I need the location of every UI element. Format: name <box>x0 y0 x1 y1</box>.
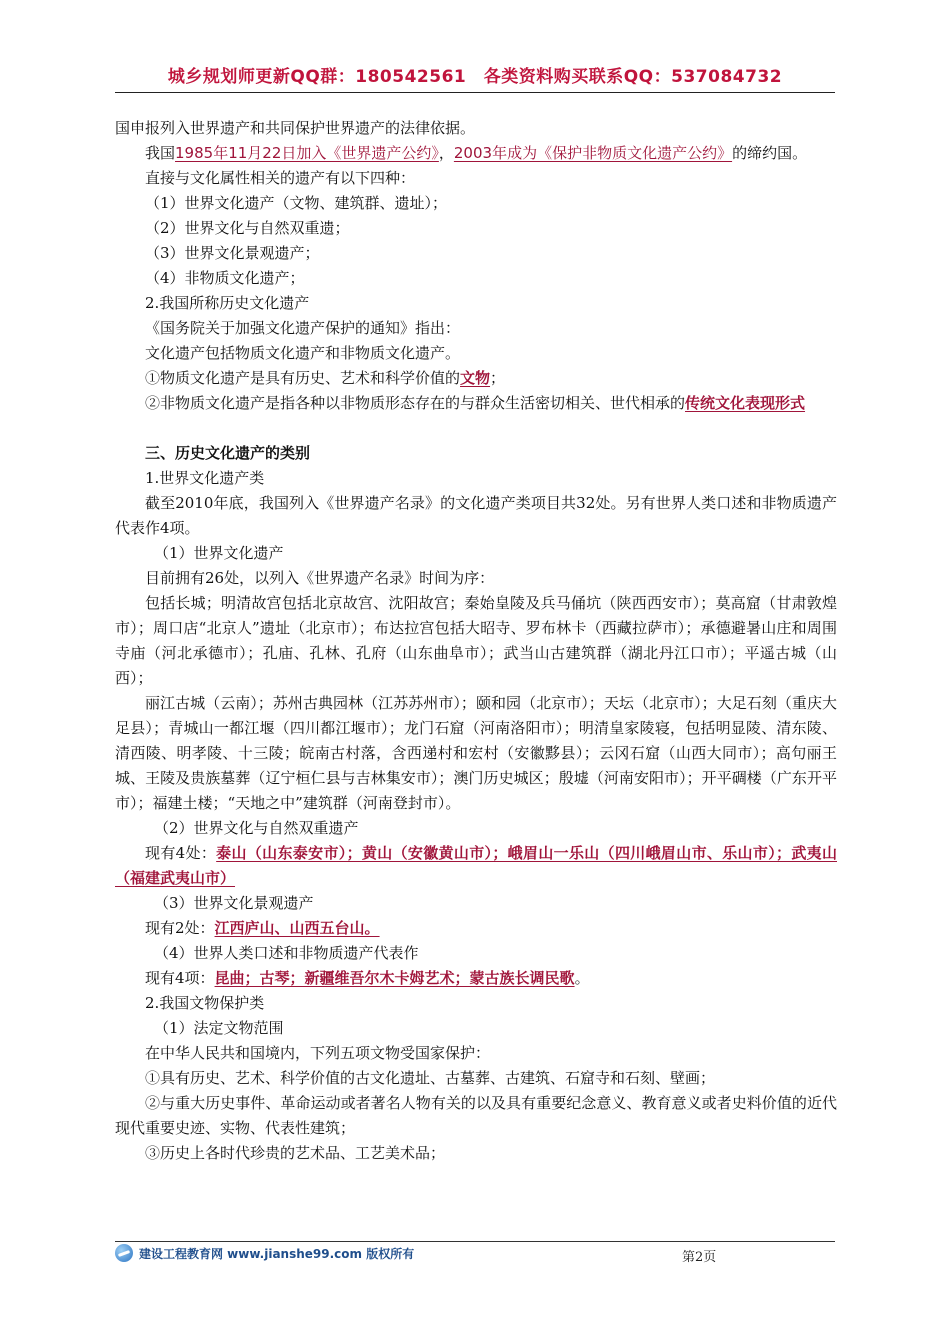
paragraph: ③历史上各时代珍贵的艺术品、工艺美术品； <box>145 1144 446 1162</box>
text-run: 现有4项： <box>145 969 215 987</box>
page-footer <box>115 1238 835 1265</box>
highlight-link: 传统文化表现形式 <box>685 394 806 412</box>
paragraph <box>115 141 837 166</box>
list-item: （2）世界文化与自然双重遗； <box>145 219 350 237</box>
paragraph: 包括长城；明清故宫包括北京故宫、沈阳故宫；秦始皇陵及兵马俑坑（陕西西安市）；莫高窟（甘肃敦煌市）；周口店“北京人”遗址（北京市）；布达拉宫包括大昭寺、罗布林卡（西藏拉萨市）；承德避暑山庄和周围寺庙（河北承德市）；孔庙、孔林、孔府（山东曲阜市）；武当山古建筑群（湖北丹江口市）；平遥古城（山西）； <box>115 594 837 687</box>
paragraph: 1.世界文化遗产类 <box>145 469 265 487</box>
document-body <box>115 116 837 1166</box>
paragraph: 截至2010年底，我国列入《世界遗产名录》的文化遗产类项目共32处。另有世界人类口述和非物质遗产代表作4项。 <box>115 494 837 537</box>
section-heading: 三、历史文化遗产的类别 <box>145 444 311 462</box>
paragraph <box>115 366 837 391</box>
paragraph: 《国务院关于加强文化遗产保护的通知》指出： <box>145 319 461 337</box>
highlight-link: 江西庐山、山西五台山。 <box>214 919 380 937</box>
list-item: （4）非物质文化遗产； <box>145 269 305 287</box>
page-number: 第2页 <box>682 1250 717 1265</box>
text-run: 的缔约国。 <box>732 144 808 162</box>
page-header <box>115 62 835 93</box>
paragraph: 2.我国所称历史文化遗产 <box>145 294 310 312</box>
highlight-link: 昆曲；古琴；新疆维吾尔木卡姆艺术；蒙古族长调民歌 <box>214 969 575 987</box>
text-run: ②非物质文化遗产是指各种以非物质形态存在的与群众生活密切相关、世代相承的 <box>145 394 686 412</box>
paragraph: 目前拥有26处，以列入《世界遗产名录》时间为序： <box>145 569 495 587</box>
paragraph: ②与重大历史事件、革命运动或者著名人物有关的以及具有重要纪念意义、教育意义或者史料价值的近代现代重要史迹、实物、代表性建筑； <box>115 1094 837 1137</box>
paragraph: 文化遗产包括物质文化遗产和非物质文化遗产。 <box>145 344 461 362</box>
paragraph: （1）世界文化遗产 <box>154 544 284 562</box>
paragraph: 国申报列入世界遗产和共同保护世界遗产的法律依据。 <box>115 119 476 137</box>
header-text: 城乡规划师更新QQ群：180542561 各类资料购买联系QQ：537084732 <box>167 67 783 87</box>
text-run: 现有4处： <box>145 844 217 862</box>
spacer <box>115 416 837 441</box>
paragraph: 在中华人民共和国境内，下列五项文物受国家保护： <box>145 1044 491 1062</box>
paragraph: ①具有历史、艺术、科学价值的古文化遗址、古墓葬、古建筑、石窟寺和石刻、壁画； <box>145 1069 716 1087</box>
text-run: 。 <box>574 969 590 987</box>
paragraph: （2）世界文化与自然双重遗产 <box>154 819 359 837</box>
globe-logo-icon <box>115 1244 133 1262</box>
paragraph <box>115 966 837 991</box>
highlight-link: 泰山（山东泰安市）；黄山（安徽黄山市）；峨眉山一乐山（四川峨眉山市、乐山市）；武夷山（福建武夷山市） <box>115 844 837 887</box>
highlight-link: 文物 <box>460 369 491 387</box>
text-run: ； <box>490 369 506 387</box>
text-run: ， <box>438 144 454 162</box>
list-item: （3）世界文化景观遗产； <box>145 244 320 262</box>
text-run: 现有2处： <box>145 919 215 937</box>
paragraph: （3）世界文化景观遗产 <box>154 894 314 912</box>
paragraph <box>115 916 837 941</box>
highlight-link: 1985年11月22日加入《世界遗产公约》 <box>175 144 439 162</box>
paragraph <box>115 841 837 891</box>
paragraph: 2.我国文物保护类 <box>145 994 265 1012</box>
list-item: （1）世界文化遗产（文物、建筑群、遗址）； <box>145 194 448 212</box>
text-run: 我国 <box>145 144 176 162</box>
paragraph: （1）法定文物范围 <box>154 1019 284 1037</box>
highlight-link: 2003年成为《保护非物质文化遗产公约》 <box>453 144 733 162</box>
footer-logo-text: 建设工程教育网 www.jianshe99.com 版权所有 <box>139 1246 415 1261</box>
footer-logo <box>115 1244 420 1262</box>
footer-rule <box>115 1241 835 1242</box>
paragraph: （4）世界人类口述和非物质遗产代表作 <box>154 944 419 962</box>
paragraph: 直接与文化属性相关的遗产有以下四种： <box>145 169 416 187</box>
text-run: ①物质文化遗产是具有历史、艺术和科学价值的 <box>145 369 461 387</box>
paragraph: 丽江古城（云南）；苏州古典园林（江苏苏州市）；颐和园（北京市）；天坛（北京市）；大足石刻（重庆大足县）；青城山一都江堰（四川都江堰市）；龙门石窟（河南洛阳市）；明清皇家陵寝，包括明显陵、清东陵、清西陵、明孝陵、十三陵；皖南古村落，含西递村和宏村（安徽黟县）；云冈石窟（山西大同市）；高句丽王城、王陵及贵族墓葬（辽宁桓仁县与吉林集安市）；澳门历史城区；殷墟（河南安阳市）；开平碉楼（广东开平市）；福建土楼；“天地之中”建筑群（河南登封市）。 <box>115 694 837 812</box>
paragraph <box>115 391 837 416</box>
